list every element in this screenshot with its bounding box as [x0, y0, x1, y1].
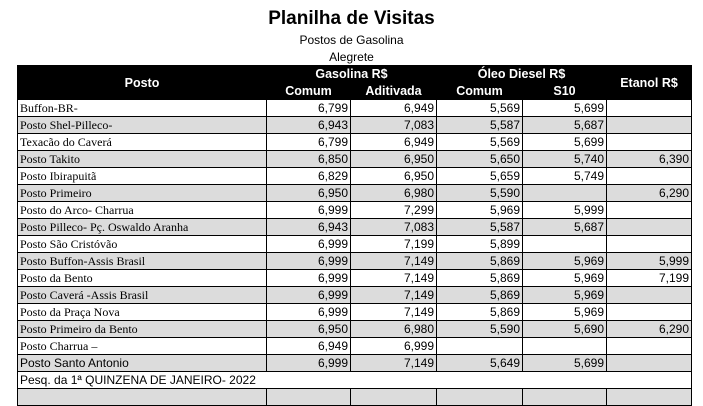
header-row-group [18, 66, 692, 83]
cell-gas-comum: 6,799 [267, 100, 351, 117]
cell-diesel-s10: 5,699 [523, 100, 607, 117]
city-label: Alegrete [329, 50, 374, 64]
table-row [18, 117, 692, 134]
cell-diesel-s10: 5,749 [523, 168, 607, 185]
cell-gas-comum: 6,829 [267, 168, 351, 185]
cell-gas-aditivada: 6,949 [351, 134, 437, 151]
cell-posto: Posto do Arco- Charrua [18, 202, 267, 219]
cell-etanol [607, 287, 692, 304]
table-row [18, 202, 692, 219]
cell-diesel-comum: 5,569 [437, 134, 523, 151]
empty-cell [523, 389, 607, 406]
cell-gas-aditivada: 7,149 [351, 253, 437, 270]
cell-posto: Posto Charrua – [18, 338, 267, 355]
table-row [18, 355, 692, 372]
cell-gas-aditivada: 6,950 [351, 151, 437, 168]
col-header-posto: Posto [18, 66, 267, 100]
cell-diesel-s10: 5,969 [523, 287, 607, 304]
cell-gas-comum: 6,999 [267, 304, 351, 321]
cell-diesel-s10: 5,969 [523, 270, 607, 287]
cell-diesel-comum: 5,899 [437, 236, 523, 253]
cell-etanol [607, 338, 692, 355]
cell-posto: Posto da Praça Nova [18, 304, 267, 321]
footer-row [18, 372, 692, 389]
cell-gas-aditivada: 7,149 [351, 270, 437, 287]
page-title: Planilha de Visitas [268, 8, 435, 29]
cell-diesel-comum: 5,869 [437, 304, 523, 321]
cell-etanol [607, 134, 692, 151]
cell-gas-aditivada: 7,149 [351, 304, 437, 321]
cell-posto: Posto São Cristóvão [18, 236, 267, 253]
cell-diesel-comum: 5,649 [437, 355, 523, 372]
cell-gas-comum: 6,950 [267, 185, 351, 202]
price-table [17, 65, 692, 406]
cell-gas-aditivada: 6,949 [351, 100, 437, 117]
cell-gas-comum: 6,999 [267, 253, 351, 270]
footer-note: Pesq. da 1ª QUINZENA DE JANEIRO- 2022 [18, 372, 692, 389]
cell-posto: Posto Santo Antonio [18, 355, 267, 372]
cell-posto: Posto Takito [18, 151, 267, 168]
cell-gas-comum: 6,999 [267, 355, 351, 372]
cell-gas-comum: 6,999 [267, 270, 351, 287]
cell-diesel-comum: 5,590 [437, 321, 523, 338]
cell-etanol [607, 117, 692, 134]
cell-gas-aditivada: 7,299 [351, 202, 437, 219]
cell-gas-aditivada: 6,980 [351, 321, 437, 338]
cell-diesel-s10: 5,699 [523, 355, 607, 372]
cell-posto: Posto Shel-Pilleco- [18, 117, 267, 134]
cell-diesel-comum [437, 338, 523, 355]
cell-posto: Posto da Bento [18, 270, 267, 287]
cell-posto: Posto Ibirapuitã [18, 168, 267, 185]
cell-posto: Buffon-BR- [18, 100, 267, 117]
cell-etanol: 6,390 [607, 151, 692, 168]
empty-cell [18, 389, 267, 406]
empty-cell [267, 389, 351, 406]
cell-gas-aditivada: 7,083 [351, 219, 437, 236]
table-row [18, 270, 692, 287]
cell-posto: Texacão do Caverá [18, 134, 267, 151]
col-header-oleo-diesel: Óleo Diesel R$ [437, 66, 607, 83]
cell-diesel-comum: 5,869 [437, 287, 523, 304]
cell-etanol: 7,199 [607, 270, 692, 287]
col-header-gasolina: Gasolina R$ [267, 66, 437, 83]
empty-cell [437, 389, 523, 406]
table-row [18, 287, 692, 304]
cell-diesel-s10: 5,687 [523, 117, 607, 134]
cell-etanol [607, 355, 692, 372]
table-row [18, 219, 692, 236]
cell-gas-comum: 6,949 [267, 338, 351, 355]
table-row [18, 304, 692, 321]
cell-posto: Posto Primeiro da Bento [18, 321, 267, 338]
cell-etanol [607, 202, 692, 219]
empty-row [18, 389, 692, 406]
cell-diesel-s10: 5,740 [523, 151, 607, 168]
cell-diesel-comum: 5,869 [437, 270, 523, 287]
cell-diesel-s10: 5,969 [523, 304, 607, 321]
cell-gas-comum: 6,999 [267, 202, 351, 219]
col-header-gas-aditivada: Aditivada [351, 83, 437, 100]
cell-diesel-comum: 5,590 [437, 185, 523, 202]
table-row [18, 100, 692, 117]
cell-etanol [607, 100, 692, 117]
cell-diesel-comum: 5,869 [437, 253, 523, 270]
cell-gas-aditivada: 7,149 [351, 287, 437, 304]
cell-gas-comum: 6,850 [267, 151, 351, 168]
col-header-gas-comum: Comum [267, 83, 351, 100]
cell-diesel-s10 [523, 236, 607, 253]
cell-diesel-comum: 5,659 [437, 168, 523, 185]
cell-etanol [607, 304, 692, 321]
cell-etanol: 5,999 [607, 253, 692, 270]
cell-diesel-comum: 5,650 [437, 151, 523, 168]
cell-etanol: 6,290 [607, 185, 692, 202]
cell-gas-aditivada: 6,980 [351, 185, 437, 202]
cell-gas-comum: 6,999 [267, 287, 351, 304]
cell-diesel-s10: 5,690 [523, 321, 607, 338]
cell-gas-comum: 6,799 [267, 134, 351, 151]
page-subtitle: Postos de Gasolina [299, 33, 404, 47]
cell-gas-comum: 6,999 [267, 236, 351, 253]
cell-diesel-s10 [523, 185, 607, 202]
table-row [18, 236, 692, 253]
table-body [18, 100, 692, 406]
cell-gas-comum: 6,943 [267, 219, 351, 236]
table-row [18, 253, 692, 270]
table-row [18, 185, 692, 202]
cell-gas-aditivada: 6,999 [351, 338, 437, 355]
cell-gas-comum: 6,950 [267, 321, 351, 338]
cell-diesel-comum: 5,569 [437, 100, 523, 117]
cell-posto: Posto Caverá -Assis Brasil [18, 287, 267, 304]
cell-diesel-comum: 5,587 [437, 117, 523, 134]
table-row [18, 151, 692, 168]
cell-diesel-comum: 5,969 [437, 202, 523, 219]
cell-gas-aditivada: 6,950 [351, 168, 437, 185]
cell-gas-aditivada: 7,199 [351, 236, 437, 253]
cell-diesel-s10: 5,969 [523, 253, 607, 270]
cell-etanol [607, 168, 692, 185]
cell-diesel-comum: 5,587 [437, 219, 523, 236]
cell-etanol [607, 236, 692, 253]
empty-cell [607, 389, 692, 406]
table-row [18, 134, 692, 151]
cell-diesel-s10 [523, 338, 607, 355]
cell-posto: Posto Primeiro [18, 185, 267, 202]
empty-cell [351, 389, 437, 406]
cell-diesel-s10: 5,687 [523, 219, 607, 236]
table-row [18, 168, 692, 185]
col-header-diesel-s10: S10 [523, 83, 607, 100]
cell-gas-aditivada: 7,149 [351, 355, 437, 372]
cell-posto: Posto Pilleco- Pç. Oswaldo Aranha [18, 219, 267, 236]
cell-diesel-s10: 5,699 [523, 134, 607, 151]
cell-etanol: 6,290 [607, 321, 692, 338]
cell-gas-comum: 6,943 [267, 117, 351, 134]
cell-gas-aditivada: 7,083 [351, 117, 437, 134]
table-row [18, 321, 692, 338]
table-row [18, 338, 692, 355]
cell-diesel-s10: 5,999 [523, 202, 607, 219]
cell-posto: Posto Buffon-Assis Brasil [18, 253, 267, 270]
cell-etanol [607, 219, 692, 236]
col-header-etanol: Etanol R$ [607, 66, 692, 100]
col-header-diesel-comum: Comum [437, 83, 523, 100]
